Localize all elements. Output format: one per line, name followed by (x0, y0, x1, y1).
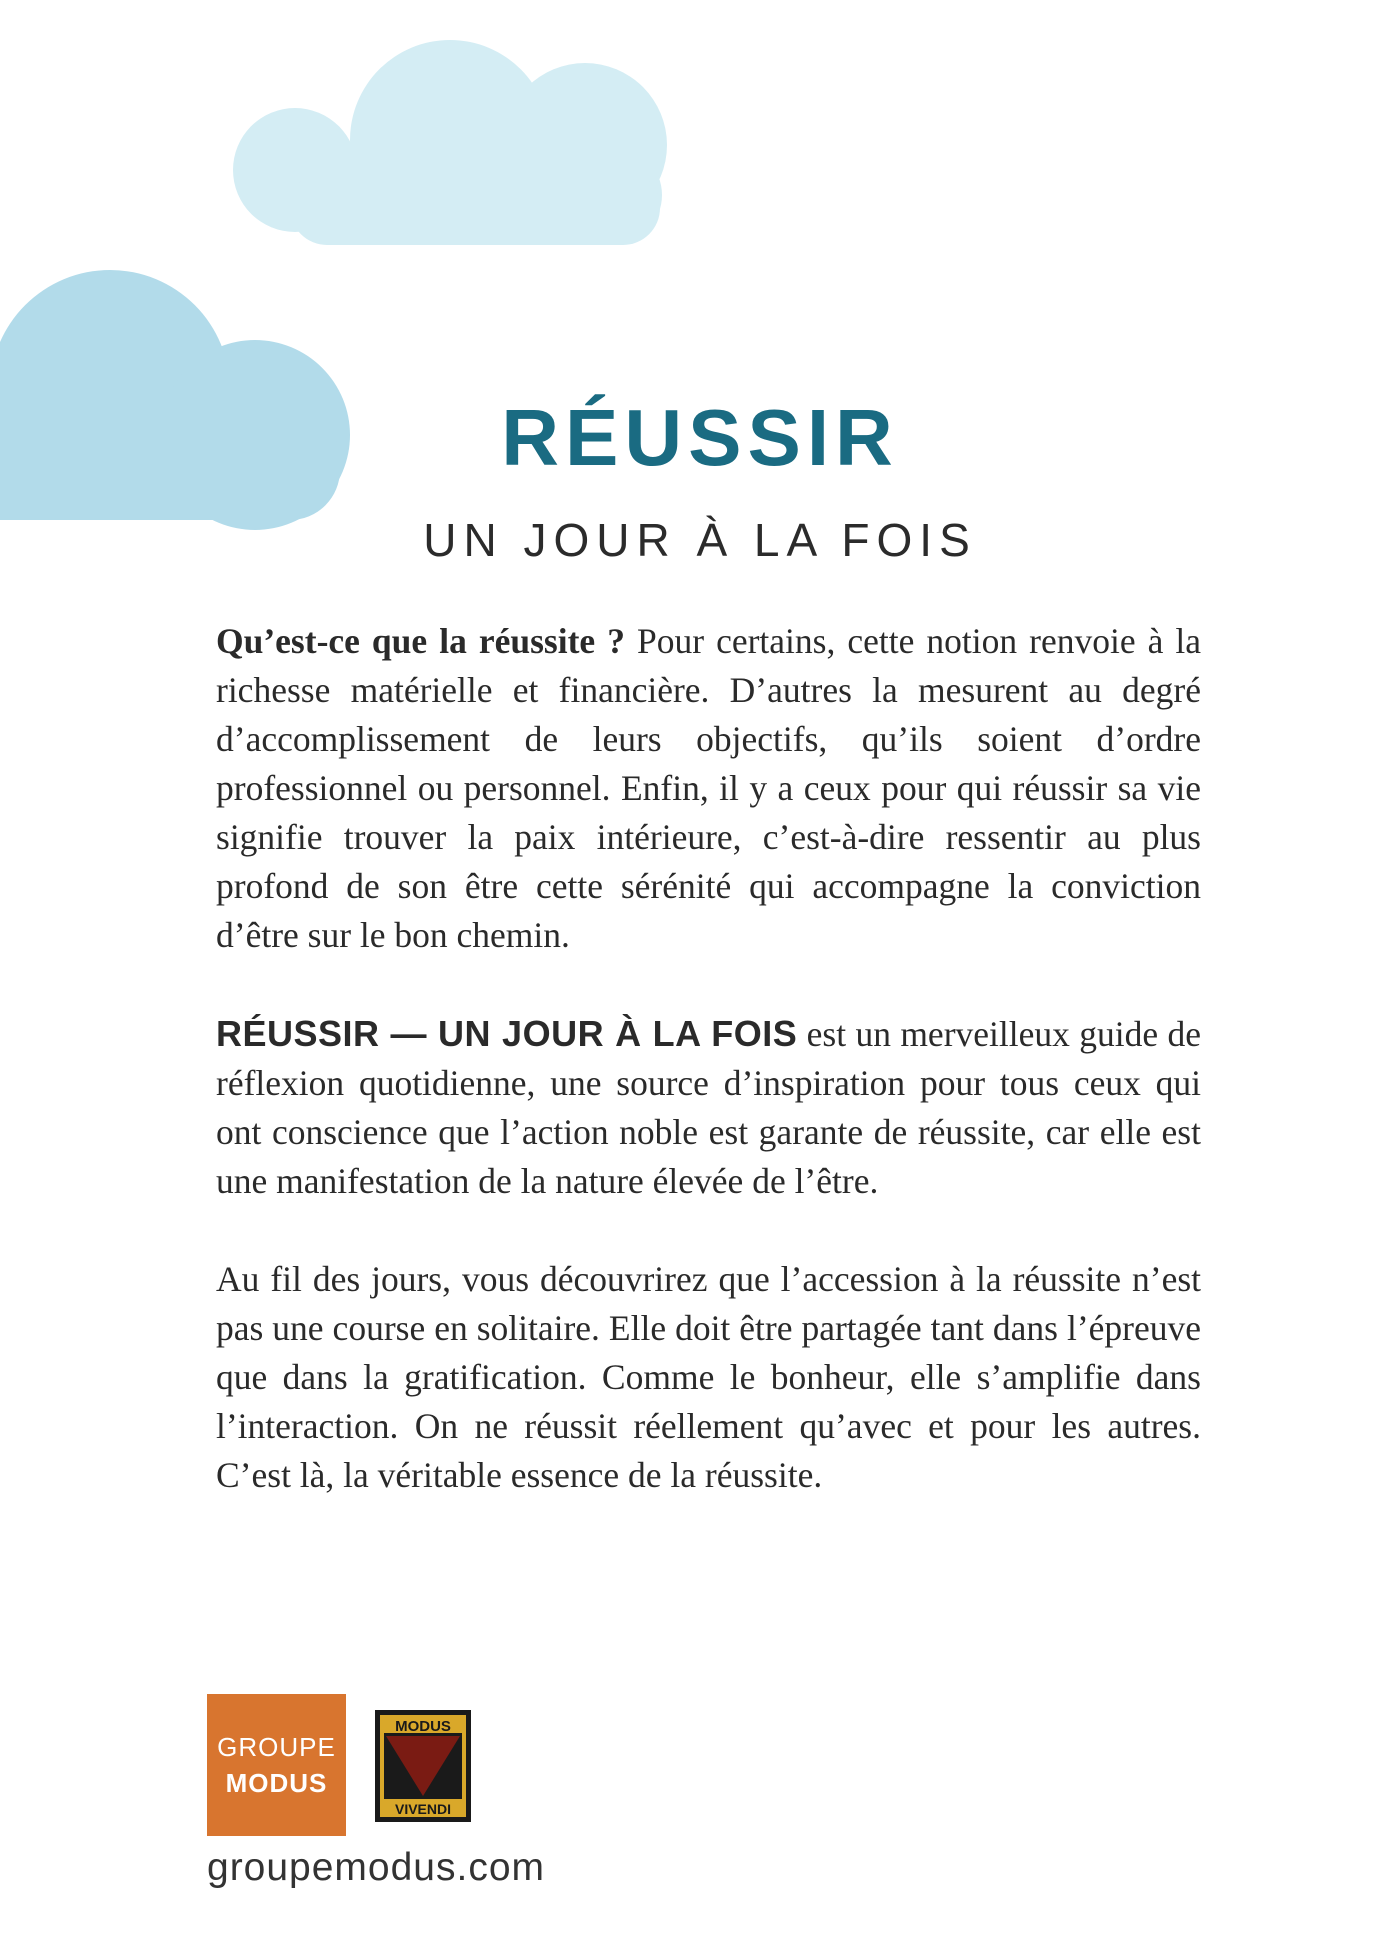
paragraph-2-text: est un merveilleux guide de réflexion quotidienne, une source d’inspiration pour tous ceux qui ont conscience que l’action noble est garante de réussite, car elle est une manifestation de la nature élevée de l’être. (216, 1014, 1202, 1201)
paragraph-3 (216, 1255, 1201, 1500)
groupe-logo-line2: MODUS (225, 1768, 328, 1798)
paragraph-3-text: Au fil des jours, vous découvrirez que l’accession à la réussite n’est pas une course en solitaire. Elle doit être partagée tant dans l’épreuve que dans la gratification. Comme le bonheur, elle s’amplifie dans l’interaction. On ne réussit réellement qu’avec et pour les autres. C’est là, la véritable essence de la réussite. (216, 1259, 1201, 1495)
groupe-logo-line1: GROUPE (217, 1732, 336, 1762)
groupe-modus-logo (207, 1694, 346, 1836)
paragraph-1-text: Pour certains, cette notion renvoie à la richesse matérielle et financière. D’autres la mesurent au degré d’accomplissement de leurs objectifs, qu’ils soient d’ordre professionnel ou personnel. Enfin, il y a ceux pour qui réussir sa vie signifie trouver la paix intérieure, c’est-à-dire ressentir au plus profond de son être cette sérénité qui accompagne la conviction d’être sur le bon chemin. (216, 621, 1202, 955)
website-url[interactable]: groupemodus.com (207, 1846, 546, 1889)
modus-vivendi-logo (375, 1710, 471, 1822)
modus-logo-top-text: MODUS (395, 1718, 451, 1735)
paragraph-2 (216, 1009, 1201, 1206)
cloud-top (233, 40, 667, 245)
page-title: RÉUSSIR (501, 393, 899, 482)
paragraph-1 (216, 617, 1201, 960)
modus-logo-bottom-text: VIVENDI (394, 1801, 452, 1817)
question-lead: Qu’est-ce que la réussite ? (216, 621, 625, 661)
description-text (216, 617, 1201, 1500)
book-title-inline: RÉUSSIR — UN JOUR À LA FOIS (216, 1013, 798, 1054)
page-subtitle: UN JOUR À LA FOIS (423, 514, 977, 566)
